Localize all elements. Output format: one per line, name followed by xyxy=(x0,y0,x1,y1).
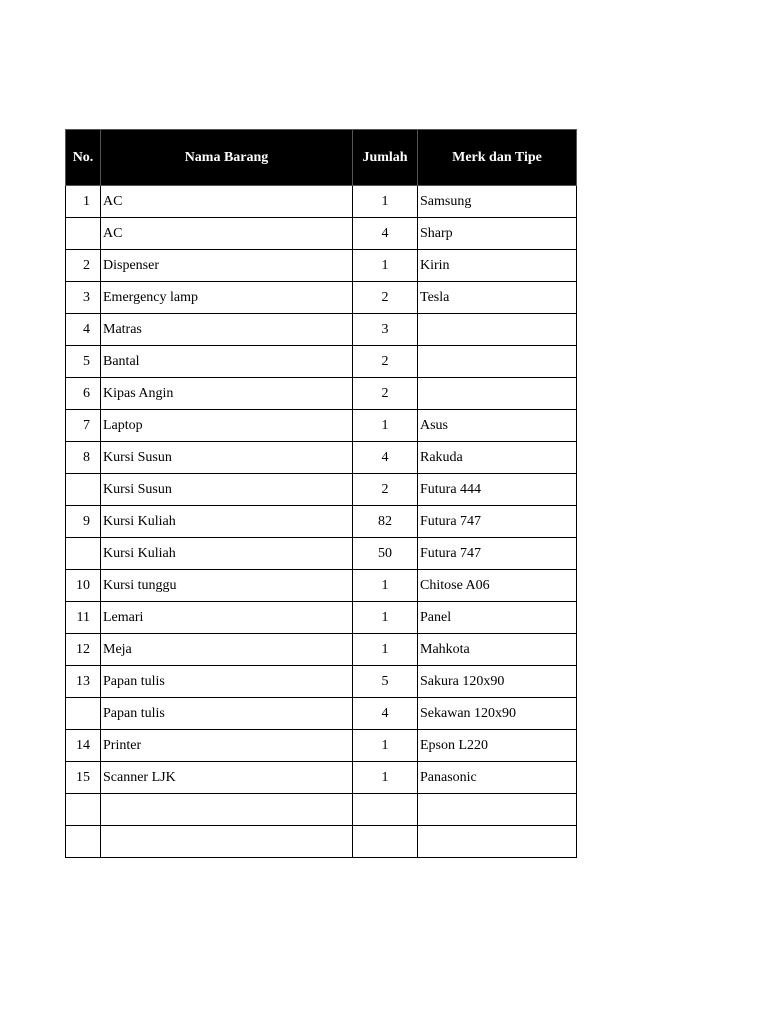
cell-name xyxy=(101,826,353,858)
cell-no xyxy=(66,218,101,250)
cell-no xyxy=(66,474,101,506)
cell-brand: Samsung xyxy=(418,186,577,218)
cell-name: Kursi Susun xyxy=(101,474,353,506)
cell-no: 2 xyxy=(66,250,101,282)
cell-qty: 1 xyxy=(353,634,418,666)
cell-name: Printer xyxy=(101,730,353,762)
cell-no: 10 xyxy=(66,570,101,602)
cell-brand: Sakura 120x90 xyxy=(418,666,577,698)
cell-name: Lemari xyxy=(101,602,353,634)
cell-qty xyxy=(353,794,418,826)
cell-name: AC xyxy=(101,186,353,218)
table-row xyxy=(66,250,577,282)
cell-qty: 1 xyxy=(353,730,418,762)
cell-qty: 4 xyxy=(353,442,418,474)
cell-qty: 1 xyxy=(353,762,418,794)
table-row xyxy=(66,346,577,378)
cell-no: 14 xyxy=(66,730,101,762)
cell-brand: Futura 747 xyxy=(418,538,577,570)
cell-qty xyxy=(353,826,418,858)
header-no: No. xyxy=(66,130,101,186)
cell-brand: Panel xyxy=(418,602,577,634)
cell-qty: 1 xyxy=(353,570,418,602)
table-row xyxy=(66,634,577,666)
table-row xyxy=(66,538,577,570)
cell-name: Emergency lamp xyxy=(101,282,353,314)
cell-no xyxy=(66,826,101,858)
cell-no: 8 xyxy=(66,442,101,474)
table-row xyxy=(66,218,577,250)
cell-brand: Futura 444 xyxy=(418,474,577,506)
cell-brand xyxy=(418,346,577,378)
table-row xyxy=(66,666,577,698)
cell-brand: Mahkota xyxy=(418,634,577,666)
document-sheet xyxy=(65,129,577,858)
table-row xyxy=(66,474,577,506)
table-row xyxy=(66,282,577,314)
cell-brand: Kirin xyxy=(418,250,577,282)
cell-brand: Panasonic xyxy=(418,762,577,794)
cell-name: Dispenser xyxy=(101,250,353,282)
cell-qty: 4 xyxy=(353,698,418,730)
header-brand: Merk dan Tipe xyxy=(418,130,577,186)
cell-brand: Sekawan 120x90 xyxy=(418,698,577,730)
table-header xyxy=(66,130,577,186)
cell-no: 9 xyxy=(66,506,101,538)
cell-qty: 82 xyxy=(353,506,418,538)
cell-no: 7 xyxy=(66,410,101,442)
cell-brand xyxy=(418,378,577,410)
cell-no: 15 xyxy=(66,762,101,794)
cell-no: 4 xyxy=(66,314,101,346)
cell-name: Meja xyxy=(101,634,353,666)
cell-brand: Rakuda xyxy=(418,442,577,474)
cell-name: Kursi Kuliah xyxy=(101,538,353,570)
table-row xyxy=(66,442,577,474)
table-row xyxy=(66,410,577,442)
table-row xyxy=(66,762,577,794)
cell-name: Papan tulis xyxy=(101,698,353,730)
cell-name: Kursi tunggu xyxy=(101,570,353,602)
table-row xyxy=(66,378,577,410)
cell-qty: 4 xyxy=(353,218,418,250)
cell-no: 13 xyxy=(66,666,101,698)
table-body xyxy=(66,186,577,858)
cell-no: 3 xyxy=(66,282,101,314)
cell-brand: Sharp xyxy=(418,218,577,250)
table-row xyxy=(66,730,577,762)
table-row xyxy=(66,186,577,218)
cell-qty: 3 xyxy=(353,314,418,346)
cell-brand: Epson L220 xyxy=(418,730,577,762)
cell-name: Papan tulis xyxy=(101,666,353,698)
cell-name: AC xyxy=(101,218,353,250)
cell-qty: 1 xyxy=(353,602,418,634)
cell-brand xyxy=(418,826,577,858)
header-qty: Jumlah xyxy=(353,130,418,186)
cell-name: Matras xyxy=(101,314,353,346)
cell-brand xyxy=(418,794,577,826)
cell-brand: Asus xyxy=(418,410,577,442)
cell-qty: 2 xyxy=(353,378,418,410)
cell-qty: 1 xyxy=(353,250,418,282)
cell-name: Kursi Susun xyxy=(101,442,353,474)
cell-qty: 5 xyxy=(353,666,418,698)
cell-no xyxy=(66,794,101,826)
table-row xyxy=(66,602,577,634)
cell-name: Scanner LJK xyxy=(101,762,353,794)
table-row xyxy=(66,314,577,346)
cell-name: Kursi Kuliah xyxy=(101,506,353,538)
cell-qty: 1 xyxy=(353,410,418,442)
cell-name xyxy=(101,794,353,826)
cell-no: 6 xyxy=(66,378,101,410)
cell-name: Laptop xyxy=(101,410,353,442)
cell-qty: 2 xyxy=(353,474,418,506)
cell-brand: Chitose A06 xyxy=(418,570,577,602)
header-name: Nama Barang xyxy=(101,130,353,186)
table-row xyxy=(66,570,577,602)
cell-no: 1 xyxy=(66,186,101,218)
table-row xyxy=(66,506,577,538)
table-row xyxy=(66,698,577,730)
cell-no: 11 xyxy=(66,602,101,634)
cell-name: Bantal xyxy=(101,346,353,378)
cell-qty: 2 xyxy=(353,346,418,378)
cell-brand: Tesla xyxy=(418,282,577,314)
cell-qty: 2 xyxy=(353,282,418,314)
header-row xyxy=(66,130,577,186)
table-row xyxy=(66,794,577,826)
cell-no xyxy=(66,698,101,730)
inventory-table xyxy=(65,129,577,858)
cell-no: 12 xyxy=(66,634,101,666)
cell-qty: 1 xyxy=(353,186,418,218)
cell-qty: 50 xyxy=(353,538,418,570)
table-row xyxy=(66,826,577,858)
cell-no xyxy=(66,538,101,570)
cell-no: 5 xyxy=(66,346,101,378)
cell-brand: Futura 747 xyxy=(418,506,577,538)
cell-brand xyxy=(418,314,577,346)
cell-name: Kipas Angin xyxy=(101,378,353,410)
